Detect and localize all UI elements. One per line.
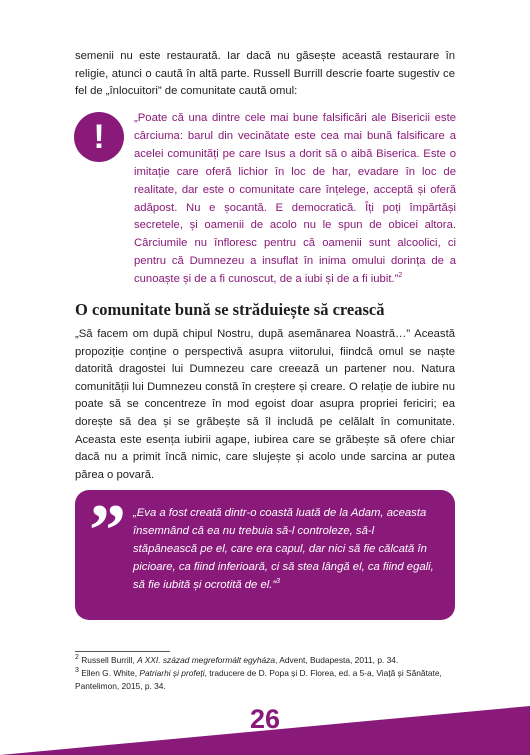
- footnote-author: Ellen G. White,: [81, 668, 140, 678]
- footnote-details: , traducere de D. Popa și D. Florea, ed. a 5-a, Viață și Sănătate, Pantelimon, 2015, p. 34.: [75, 668, 442, 691]
- body-paragraph-2: „Să facem om după chipul Nostru, după asemănarea Noastră…” Această propoziție conține o perspectivă asupra viitorului, fiindcă omul se naște datorită dragostei lui Dumnezeu care creează un partener nou. Natura comunității lui Dumnezeu constă în creștere și creare. O relație de iubire nu poate să se concentreze în mod egoist doar asupra propriei fericiri; ea dorește să dea și se grăbește să îl includă pe celălalt în comunitate. Aceasta este esența iubirii agape, iubirea care se grăbește să ofere chiar dacă nu a primit încă nimic, care slujește și acolo unde sarcina ar putea părea o povară.: [75, 328, 455, 481]
- footnote-number: 2: [75, 654, 79, 662]
- exclamation-icon: !: [74, 112, 124, 162]
- quote-body: „Eva a fost creată dintr-o coastă luată de la Adam, aceasta însemnând că ea nu trebuia să-l controleze, să-l stăpânească pe el, care era capul, dar nici să fie călcată în picioare, ca fiind inferioară, ci să stea lângă el, ca fiind egali, să fie iubită și ocrotită de el.”: [133, 507, 434, 591]
- footnote-title: Patriarhi și profeți: [139, 668, 205, 678]
- quotation-mark-icon: ”: [89, 490, 126, 572]
- callout-quote: [134, 110, 456, 289]
- page-number: 26: [249, 704, 281, 734]
- footnote-title: A XXI. század megreformált egyháza: [137, 655, 276, 665]
- footnote-details: , Advent, Budapesta, 2011, p. 34.: [275, 655, 399, 665]
- footnote-divider: [75, 651, 170, 652]
- footnote-2: [75, 654, 460, 667]
- quote-box: [75, 490, 455, 620]
- callout-quote-text: „Poate că una dintre cele mai bune falsificări ale Bisericii este cârciuma: barul din vecinătate este cea mai bună falsificare a acelei comunități pe care Isus a dorit să o aibă Biserica. Este o imitație care oferă lichior în loc de har, evadare în loc de realitate, dar este o comunitate care înțelege, acceptă și oferă adăpost. Nu e șocantă. E democratică. Îți poți împărtăși secretele, și oamenii de acolo nu le spun de obicei altora. Cârciumile nu înfloresc pentru că oamenii sunt alcoolici, ci pentru că Dumnezeu a insuflat în inima omului dorința de a cunoaște și de a fi cunoscut, de a iubi și de a fi iubit.”: [134, 112, 456, 286]
- footnote-author: Russell Burrill,: [81, 655, 138, 665]
- footnote-ref-2: 2: [398, 272, 403, 280]
- quote-text: [133, 505, 438, 595]
- footnote-3: [75, 667, 460, 693]
- footnote-ref-3: 3: [276, 577, 281, 585]
- body-paragraph-1: semenii nu este restaurată. Iar dacă nu găsește această restaurare în religie, atunci o caută în altă parte. Russell Burrill descrie foarte sugestiv ce fel de „înlocuitori” de comunitate caută omul:: [75, 50, 455, 98]
- footnote-number: 3: [75, 667, 79, 675]
- section-heading: O comunitate bună se străduiește să crească: [75, 300, 385, 319]
